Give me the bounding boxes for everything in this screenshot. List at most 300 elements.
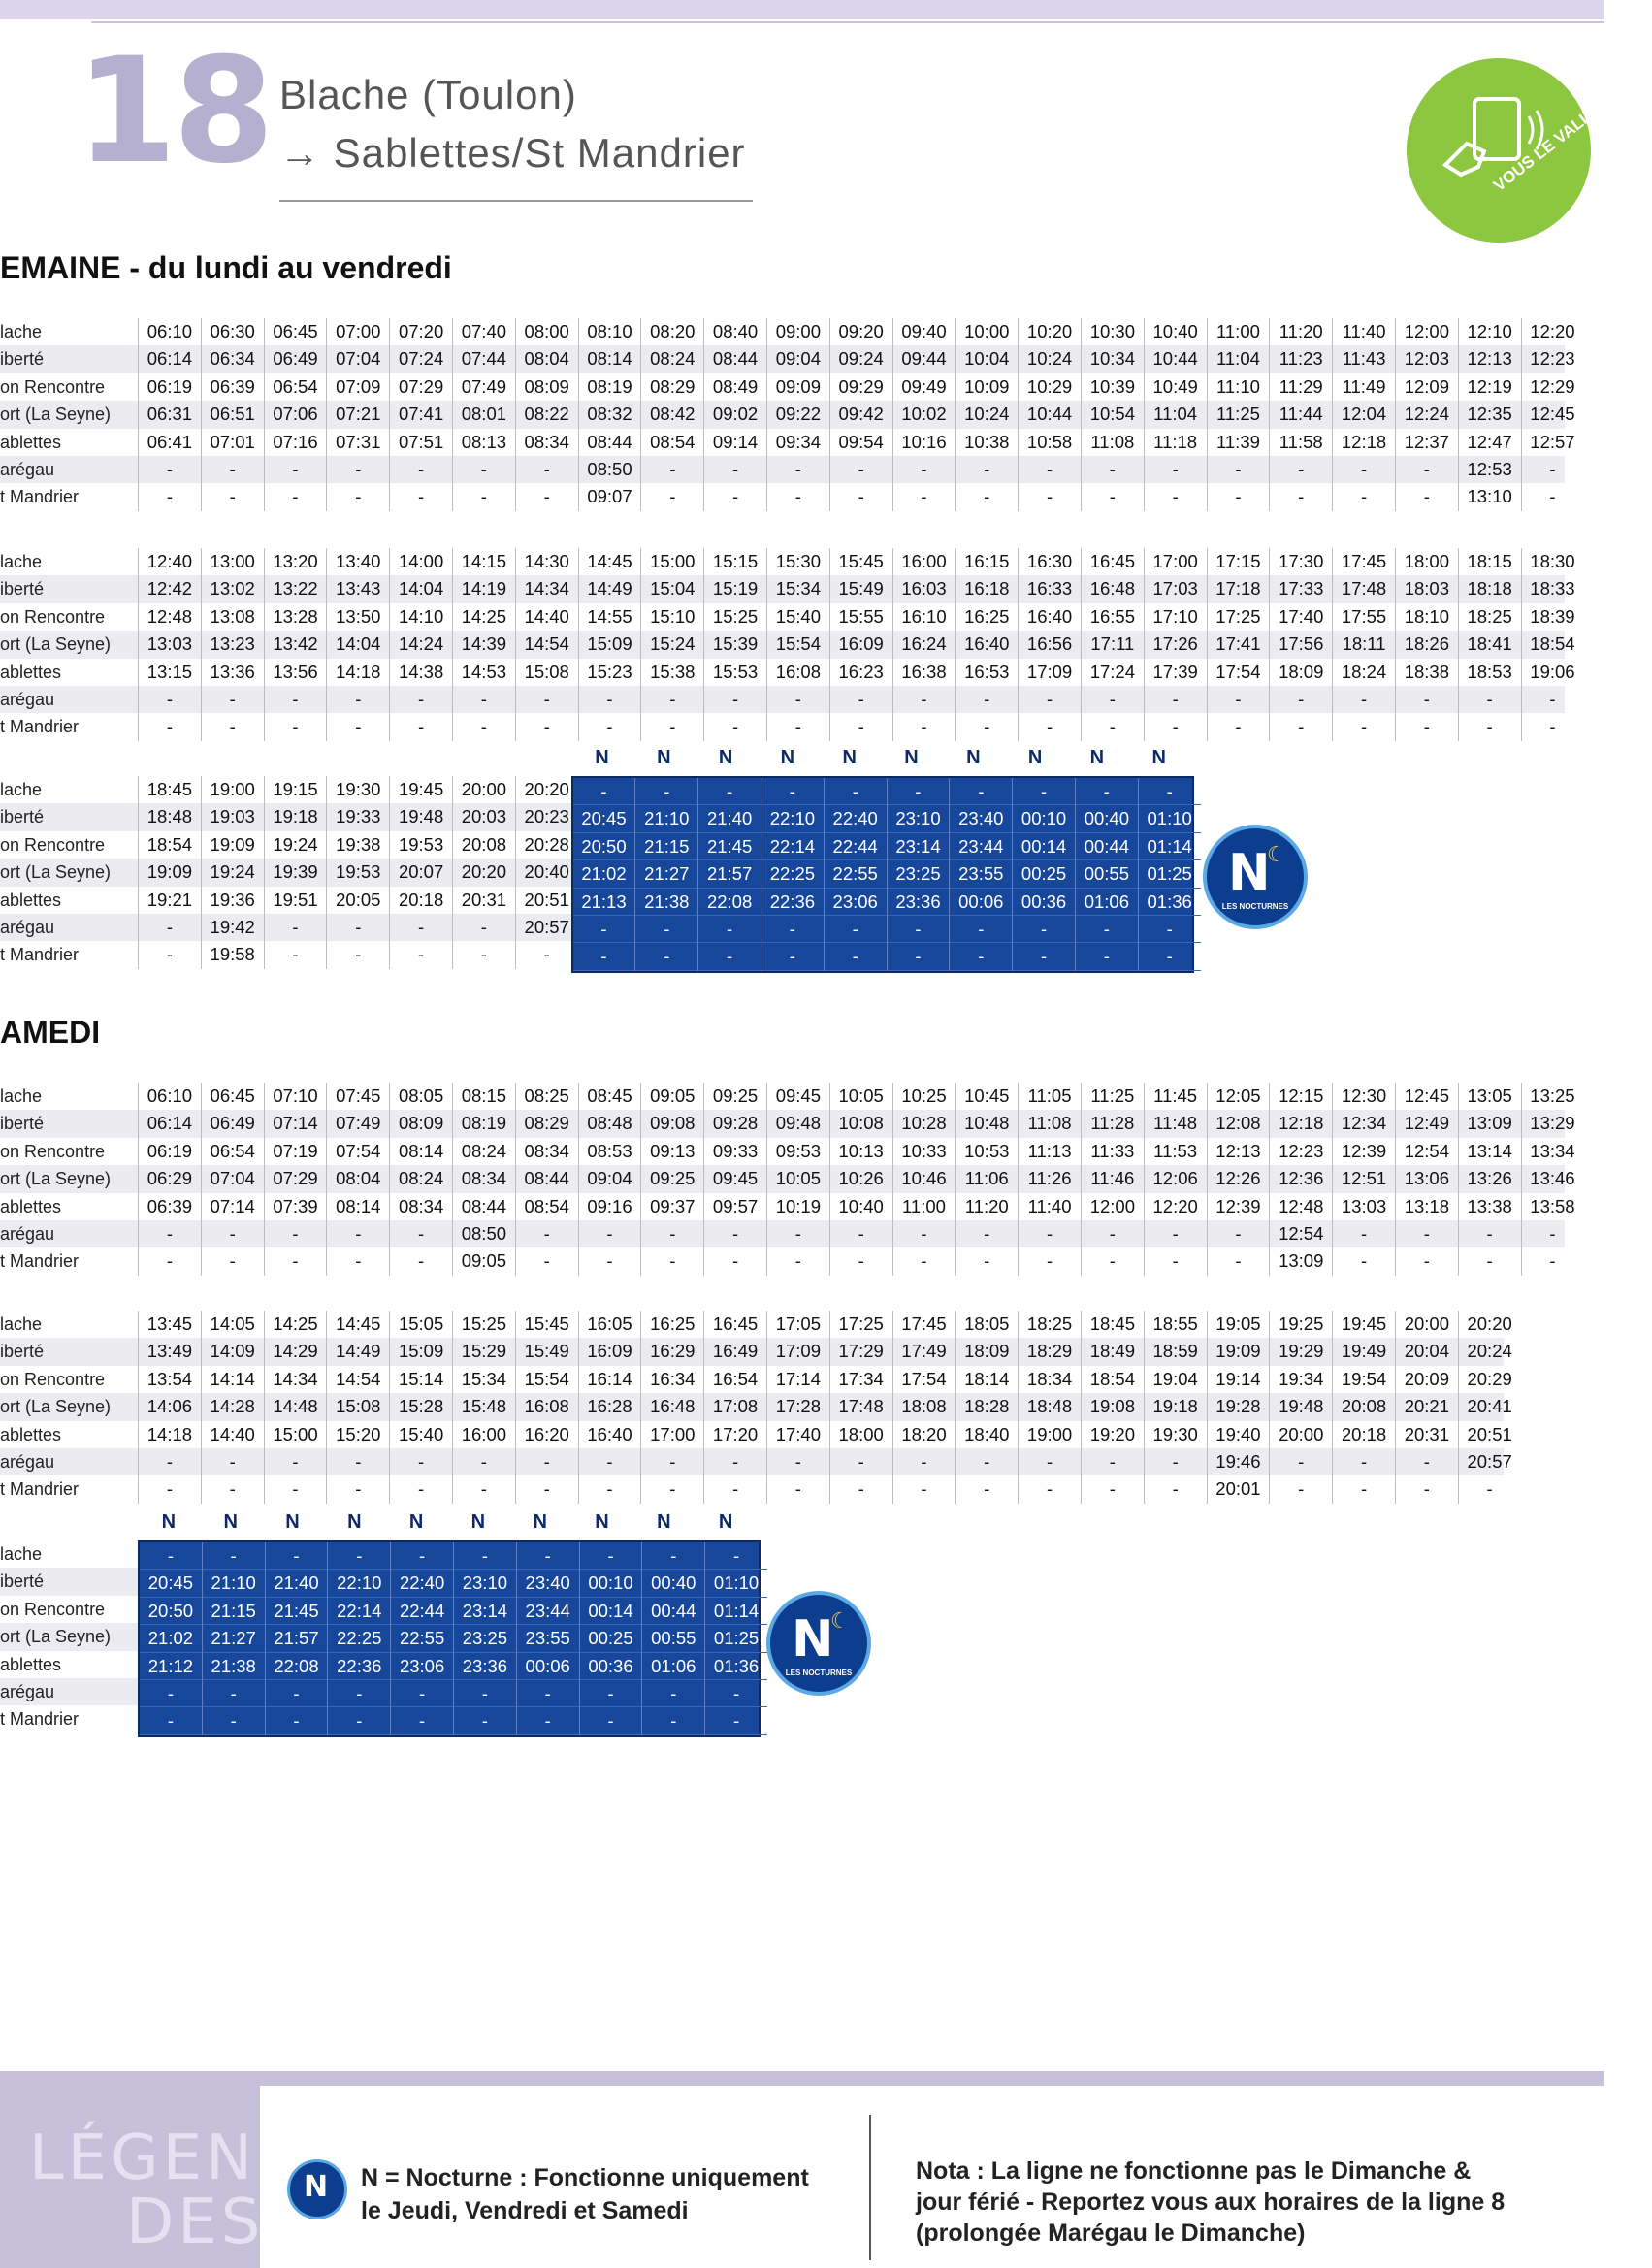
time-cell: - [1235,688,1242,709]
time-cell: 18:05 [964,1313,1010,1334]
night-time-cell: 21:12 [140,1653,202,1680]
night-time-cell: - [950,778,1012,805]
night-time-cell: - [517,1707,579,1734]
time-cell: - [1360,458,1368,479]
time-cell: 16:40 [1026,605,1073,627]
time-cell: 20:24 [1467,1341,1512,1362]
time-cell: 09:37 [650,1195,696,1216]
time-cell: - [731,486,739,507]
time-cell: 19:00 [210,779,255,799]
time-grid [138,1311,1521,1504]
departure-column [326,318,389,511]
stop-name-column [0,1083,111,1276]
time-cell: 18:30 [1530,551,1575,571]
time-cell: 09:33 [712,1140,759,1161]
night-departure-column [140,1542,202,1735]
time-cell: - [669,716,676,737]
departure-column [640,1083,703,1276]
night-time-cell: 00:40 [642,1570,704,1597]
time-cell: - [984,1450,990,1472]
time-cell: 06:45 [210,1085,255,1106]
time-cell: 07:14 [273,1113,318,1134]
time-cell: 18:54 [146,833,193,855]
night-time-grid [573,778,1201,971]
departure-column [1458,1311,1521,1504]
time-cell: 08:48 [587,1113,632,1134]
time-cell: 12:36 [1279,1168,1324,1189]
time-cell: 16:18 [964,578,1010,599]
time-cell: - [731,1250,739,1272]
time-cell: 09:04 [775,348,822,370]
time-cell: 18:15 [1467,551,1512,571]
time-cell: 17:56 [1279,633,1324,655]
time-cell: 09:28 [712,1113,759,1134]
time-cell: 11:28 [1090,1113,1135,1134]
time-cell: 16:48 [1089,578,1135,599]
time-cell: 07:06 [273,404,318,425]
time-cell: 11:05 [1027,1085,1072,1106]
night-time-cell: - [580,1680,642,1707]
time-cell: - [921,716,927,737]
time-cell: 15:30 [775,551,822,571]
time-cell: 12:40 [146,551,193,571]
time-cell: 17:40 [1279,605,1324,627]
time-cell: 09:04 [587,1168,632,1189]
time-cell: 16:24 [901,633,947,655]
time-cell: 14:54 [524,633,569,655]
stop-name: arégau [0,689,55,709]
time-cell: 13:14 [1467,1140,1512,1161]
time-cell: 15:00 [273,1423,318,1444]
night-time-cell: 00:06 [950,889,1012,916]
departure-column [578,548,641,741]
time-cell: 16:28 [587,1396,632,1417]
time-cell: 12:42 [146,578,193,599]
time-cell: 08:19 [461,1113,507,1134]
time-cell: - [543,1250,550,1272]
time-cell: 14:15 [461,551,507,571]
time-cell: - [543,1450,550,1472]
night-time-cell: - [761,916,824,943]
time-cell: 11:23 [1279,348,1323,370]
time-cell: 07:51 [398,431,444,452]
time-cell: 08:49 [712,375,759,397]
legend-heading-line2: DES [126,2187,265,2258]
time-cell: - [229,458,236,479]
time-cell: 10:38 [964,431,1010,452]
card-tap-icon [1407,58,1591,243]
time-cell: 09:24 [838,348,884,370]
time-cell: 17:11 [1090,633,1135,655]
night-marker: N [595,1511,609,1533]
time-cell: 20:05 [336,889,381,910]
time-cell: 08:14 [587,348,632,370]
time-cell: 07:29 [398,375,444,397]
time-cell: 08:15 [461,1085,507,1106]
time-cell: 07:40 [461,321,507,341]
time-cell: 09:07 [587,486,632,507]
time-cell: 11:00 [1215,321,1260,341]
night-time-cell: 23:25 [888,860,950,888]
time-cell: - [229,1250,236,1272]
time-cell: 12:23 [1530,348,1575,370]
time-cell: 12:19 [1467,375,1512,397]
departure-column [955,318,1018,511]
time-cell: 13:25 [1530,1085,1575,1106]
time-cell: 16:10 [901,605,947,627]
time-cell: 18:59 [1152,1341,1198,1362]
time-cell: 14:55 [587,605,632,627]
night-time-cell: - [454,1680,516,1707]
departure-column [703,1083,766,1276]
time-cell: 06:10 [146,1085,193,1106]
time-cell: 11:06 [964,1168,1009,1189]
time-cell: 17:41 [1215,633,1261,655]
time-cell: 17:18 [1215,578,1261,599]
time-cell: 15:23 [587,661,632,682]
stop-name: on Rencontre [0,376,106,397]
time-cell: 20:40 [524,861,569,883]
time-cell: - [921,1478,927,1500]
time-cell: 09:49 [901,375,947,397]
time-cell: 15:09 [587,633,632,655]
departure-column [389,1311,452,1504]
time-cell: 13:02 [210,578,255,599]
time-cell: 07:29 [273,1168,318,1189]
time-cell: 18:39 [1530,605,1575,627]
time-cell: - [418,688,425,709]
time-cell: 11:40 [1342,321,1386,341]
time-cell: 18:25 [1026,1313,1073,1334]
time-cell: 18:45 [1089,1313,1135,1334]
time-cell: 11:43 [1342,348,1386,370]
night-time-cell: 22:08 [698,889,761,916]
time-cell: 19:09 [1215,1341,1261,1362]
time-cell: - [1360,1478,1368,1500]
time-cell: - [418,1222,425,1244]
departure-column [1269,1311,1332,1504]
time-cell: 20:08 [1341,1396,1387,1417]
time-cell: - [606,1250,613,1272]
night-time-cell: - [705,1707,767,1734]
night-time-cell: 21:02 [573,860,635,888]
time-cell: - [794,1450,801,1472]
time-cell: 18:54 [1089,1368,1135,1389]
time-cell: 20:00 [461,779,507,799]
time-cell: 14:25 [273,1313,318,1334]
time-cell: - [669,688,676,709]
night-time-cell: 22:10 [328,1570,390,1597]
time-cell: 12:48 [146,605,193,627]
night-marker: N [842,747,857,768]
departure-column [201,1083,264,1276]
time-cell: - [1486,1250,1493,1272]
time-cell: - [1549,1250,1556,1272]
time-cell: 19:48 [1279,1396,1324,1417]
time-cell: 12:54 [1279,1222,1324,1244]
night-marker: N [595,747,609,768]
stop-name: t Mandrier [0,1479,80,1500]
time-cell: 17:25 [838,1313,884,1334]
night-marker: N [718,1511,733,1533]
departure-column [264,1311,327,1504]
time-cell: 10:48 [964,1113,1010,1134]
time-cell: - [418,916,425,937]
time-cell: 15:20 [336,1423,381,1444]
time-cell: - [166,1250,173,1272]
time-cell: 20:03 [461,806,507,827]
departure-column [389,1083,452,1276]
time-cell: 11:48 [1153,1113,1198,1134]
time-cell: - [858,1478,864,1500]
stop-name: ablettes [0,432,62,452]
time-cell: 14:30 [524,551,569,571]
departure-column [703,548,766,741]
time-cell: - [292,916,299,937]
departure-column [452,548,515,741]
time-cell: 10:54 [1089,404,1135,425]
time-cell: 07:14 [210,1195,255,1216]
time-cell: - [166,486,173,507]
time-cell: 14:19 [461,578,507,599]
stop-name: ort (La Seyne) [0,1169,112,1189]
time-cell: 08:14 [336,1195,381,1216]
departure-column [640,548,703,741]
time-cell: - [1046,1478,1053,1500]
time-cell: - [480,1478,487,1500]
stop-name: ablettes [0,890,62,910]
night-time-cell: 01:10 [1139,805,1201,832]
time-cell: - [984,458,990,479]
time-cell: - [606,1478,613,1500]
time-cell: 14:48 [273,1396,318,1417]
time-cell: 08:24 [461,1140,507,1161]
stop-name: iberté [0,1342,45,1362]
time-cell: - [166,916,173,937]
time-cell: 19:21 [146,889,193,910]
time-cell: - [1172,486,1179,507]
time-cell: 17:45 [1341,551,1387,571]
time-cell: 13:50 [336,605,381,627]
time-cell: 12:23 [1279,1140,1324,1161]
time-cell: 16:08 [775,661,822,682]
legend-heading [29,2122,265,2258]
time-cell: 09:20 [838,321,884,341]
night-time-cell: 23:55 [517,1625,579,1652]
time-cell: 10:08 [838,1113,884,1134]
departure-column [326,1083,389,1276]
departure-column [264,548,327,741]
time-cell: 10:05 [775,1168,822,1189]
time-cell: - [355,458,362,479]
night-time-cell: - [580,1707,642,1734]
time-cell: 12:57 [1530,431,1575,452]
time-cell: 14:28 [210,1396,255,1417]
departure-column [766,318,829,511]
time-cell: 17:30 [1279,551,1324,571]
time-cell: 15:00 [650,551,696,571]
time-cell: 08:44 [712,348,759,370]
time-cell: 08:50 [587,458,632,479]
time-cell: - [166,716,173,737]
time-cell: 14:34 [524,578,569,599]
night-time-cell: 22:40 [391,1570,453,1597]
night-time-cell: 23:44 [517,1598,579,1625]
time-cell: 16:08 [524,1396,569,1417]
night-marker: N [657,747,671,768]
time-cell: 17:45 [901,1313,947,1334]
time-cell: 12:48 [1279,1195,1324,1216]
time-cell: - [794,1250,801,1272]
night-departure-column [390,1542,453,1735]
night-time-cell: - [140,1707,202,1734]
time-cell: - [984,1222,990,1244]
night-marker: N [780,747,795,768]
night-departure-column [516,1542,579,1735]
legend-nocturne-text [361,2161,846,2227]
time-cell: 13:43 [336,578,381,599]
night-time-cell: 21:27 [203,1625,265,1652]
time-cell: 12:47 [1467,431,1512,452]
night-time-cell: - [328,1680,390,1707]
time-grid [138,548,1583,741]
time-cell: 16:54 [712,1368,759,1389]
departure-column [201,776,264,969]
time-cell: 08:04 [336,1168,381,1189]
time-cell: 18:00 [1404,551,1449,571]
time-cell: 11:18 [1153,431,1198,452]
moon-icon: ☾ [830,1608,850,1633]
route-destination [279,124,746,182]
time-cell: 14:04 [336,633,381,655]
time-cell: - [229,1450,236,1472]
time-cell: 08:24 [398,1168,444,1189]
time-cell: 06:39 [146,1195,193,1216]
time-cell: 10:44 [1152,348,1198,370]
time-cell: 07:39 [273,1195,318,1216]
time-cell: 19:14 [1215,1368,1261,1389]
night-time-cell: 21:57 [698,860,761,888]
departure-column [1395,1311,1458,1504]
night-time-cell: - [517,1542,579,1570]
night-time-cell: 23:10 [888,805,950,832]
time-cell: 15:49 [838,578,884,599]
time-cell: 17:05 [775,1313,822,1334]
night-time-cell: 00:36 [1013,889,1075,916]
time-cell: 13:56 [273,661,318,682]
time-cell: 14:14 [210,1368,255,1389]
night-time-cell: - [1139,778,1201,805]
time-cell: 16:09 [838,633,884,655]
time-cell: 15:08 [524,661,569,682]
night-marker: N [1089,747,1105,768]
departure-column [1332,548,1395,741]
time-cell: - [731,1478,739,1500]
night-time-cell: 22:40 [825,805,887,832]
time-cell: 17:33 [1279,578,1324,599]
time-cell: 16:40 [587,1423,632,1444]
departure-column [1395,548,1458,741]
time-cell: - [1235,1250,1242,1272]
night-marker: N [533,1511,547,1533]
time-cell: 10:29 [1026,375,1073,397]
time-cell: - [418,1450,425,1472]
departure-column [1458,318,1521,511]
departure-column [515,548,578,741]
stop-name: lache [0,1544,43,1564]
time-cell: 16:38 [901,661,947,682]
departure-column [1395,1083,1458,1276]
time-cell: - [355,1222,362,1244]
night-time-cell: - [888,916,950,943]
time-cell: 20:09 [1404,1368,1449,1389]
time-cell: 12:45 [1404,1085,1449,1106]
time-cell: 07:20 [398,321,444,341]
night-time-cell: 22:14 [761,833,824,860]
time-cell: 14:29 [273,1341,318,1362]
stop-name: iberté [0,1114,45,1134]
time-cell: 16:00 [901,551,947,571]
departure-column [1458,1083,1521,1276]
time-cell: 19:28 [1215,1396,1261,1417]
time-cell: 17:40 [775,1423,822,1444]
night-time-cell: - [266,1707,328,1734]
time-cell: 17:48 [1341,578,1387,599]
time-cell: - [543,458,550,479]
time-cell: 18:26 [1404,633,1449,655]
time-cell: 13:54 [146,1368,193,1389]
time-cell: - [1235,1222,1242,1244]
time-cell: 06:49 [210,1113,255,1134]
time-cell: - [292,1450,299,1472]
night-time-cell: 01:14 [1139,833,1201,860]
time-cell: 20:21 [1404,1396,1449,1417]
night-time-cell: - [1076,916,1138,943]
time-cell: 13:38 [1467,1195,1512,1216]
night-time-cell: - [635,778,697,805]
night-time-cell: - [761,778,824,805]
time-cell: 08:54 [650,431,696,452]
time-cell: 09:53 [775,1140,822,1161]
night-time-cell: - [328,1542,390,1570]
time-cell: 07:44 [461,348,507,370]
time-cell: 14:06 [146,1396,193,1417]
time-cell: 15:55 [838,605,884,627]
night-time-cell: - [705,1680,767,1707]
time-cell: 13:34 [1530,1140,1575,1161]
time-cell: 12:30 [1341,1085,1387,1106]
time-cell: 12:35 [1467,404,1512,425]
time-cell: 19:53 [398,833,444,855]
time-cell: 20:31 [461,889,507,910]
time-cell: - [921,458,927,479]
stop-name: ablettes [0,662,62,682]
time-cell: 10:02 [901,404,947,425]
time-cell: 16:09 [587,1341,632,1362]
stop-name: on Rencontre [0,834,106,855]
night-time-cell: 01:10 [705,1570,767,1597]
departure-column [389,776,452,969]
legend-nota-line2: jour férié - Reportez vous aux horaires de la ligne 8 [916,2188,1506,2216]
time-cell: 10:05 [838,1085,884,1106]
time-cell: 17:48 [838,1396,884,1417]
time-cell: 12:15 [1279,1085,1324,1106]
time-cell: 19:04 [1152,1368,1198,1389]
departure-column [138,1311,201,1504]
time-cell: - [984,1250,990,1272]
time-cell: 11:20 [964,1195,1009,1216]
time-cell: 16:00 [461,1423,507,1444]
